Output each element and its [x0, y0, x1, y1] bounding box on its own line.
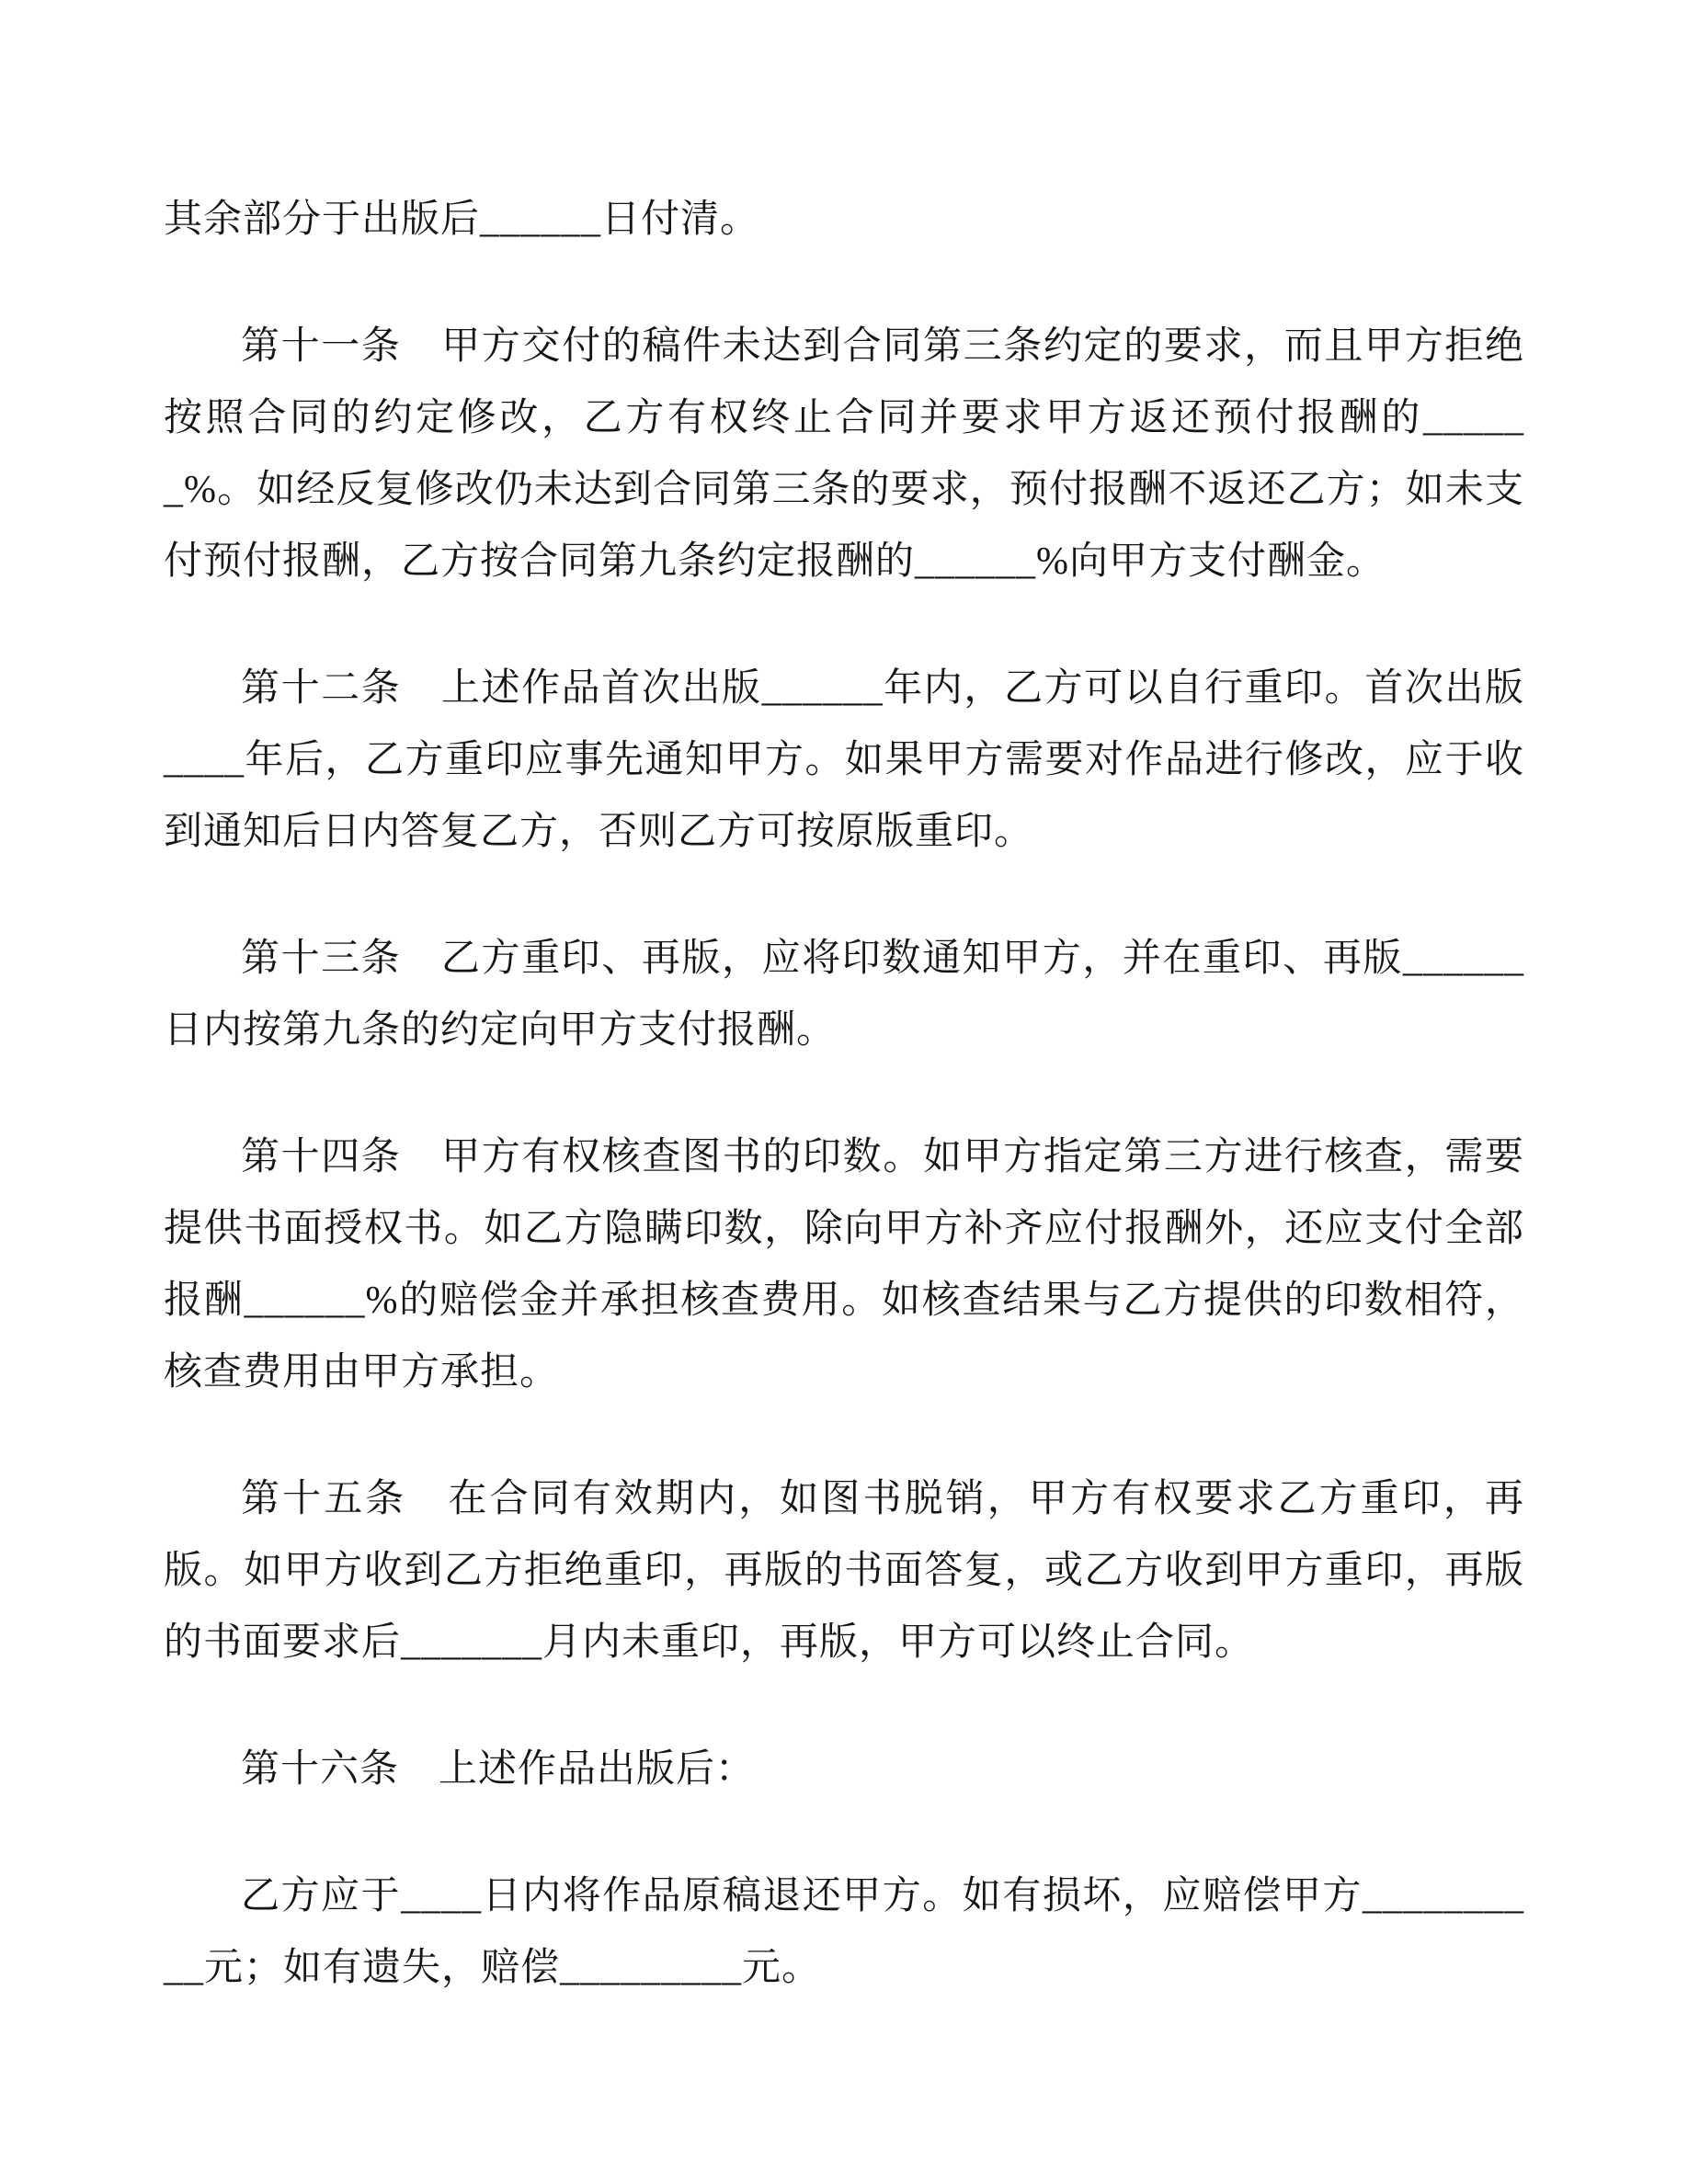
paragraph-clause-13: 第十三条 乙方重印、再版，应将印数通知甲方，并在重印、再版______日内按第九条的约定向甲方支付报酬。	[164, 938, 1524, 1052]
paragraph-clause-15: 第十五条 在合同有效期内，如图书脱销，甲方有权要求乙方重印，再版。如甲方收到乙方拒绝重印，再版的书面答复，或乙方收到甲方重印，再版的书面要求后_______月内未重印，再版，甲方可以终止合同。	[164, 1478, 1524, 1664]
paragraph-clause-11: 第十一条 甲方交付的稿件未达到合同第三条约定的要求，而且甲方拒绝按照合同的约定修改，乙方有权终止合同并要求甲方返还预付报酬的______%。如经反复修改仍未达到合同第三条的要求，预付报酬不返还乙方；如未支付预付报酬，乙方按合同第九条约定报酬的______%向甲方支付酬金。	[164, 325, 1524, 583]
paragraph-clause-16-return: 乙方应于____日内将作品原稿退还甲方。如有损坏，应赔偿甲方__________元；如有遗失，赔偿_________元。	[164, 1875, 1524, 1989]
paragraph-clause-12: 第十二条 上述作品首次出版______年内，乙方可以自行重印。首次出版____年后，乙方重印应事先通知甲方。如果甲方需要对作品进行修改，应于收到通知后日内答复乙方，否则乙方可按原版重印。	[164, 667, 1524, 853]
paragraph-payment-remainder: 其余部分于出版后______日付清。	[164, 199, 760, 241]
paragraph-clause-14: 第十四条 甲方有权核查图书的印数。如甲方指定第三方进行核查，需要提供书面授权书。如乙方隐瞒印数，除向甲方补齐应付报酬外，还应支付全部报酬______%的赔偿金并承担核查费用。如核查结果与乙方提供的印数相符，核查费用由甲方承担。	[164, 1136, 1524, 1393]
paragraph-clause-16: 第十六条 上述作品出版后：	[241, 1748, 756, 1791]
